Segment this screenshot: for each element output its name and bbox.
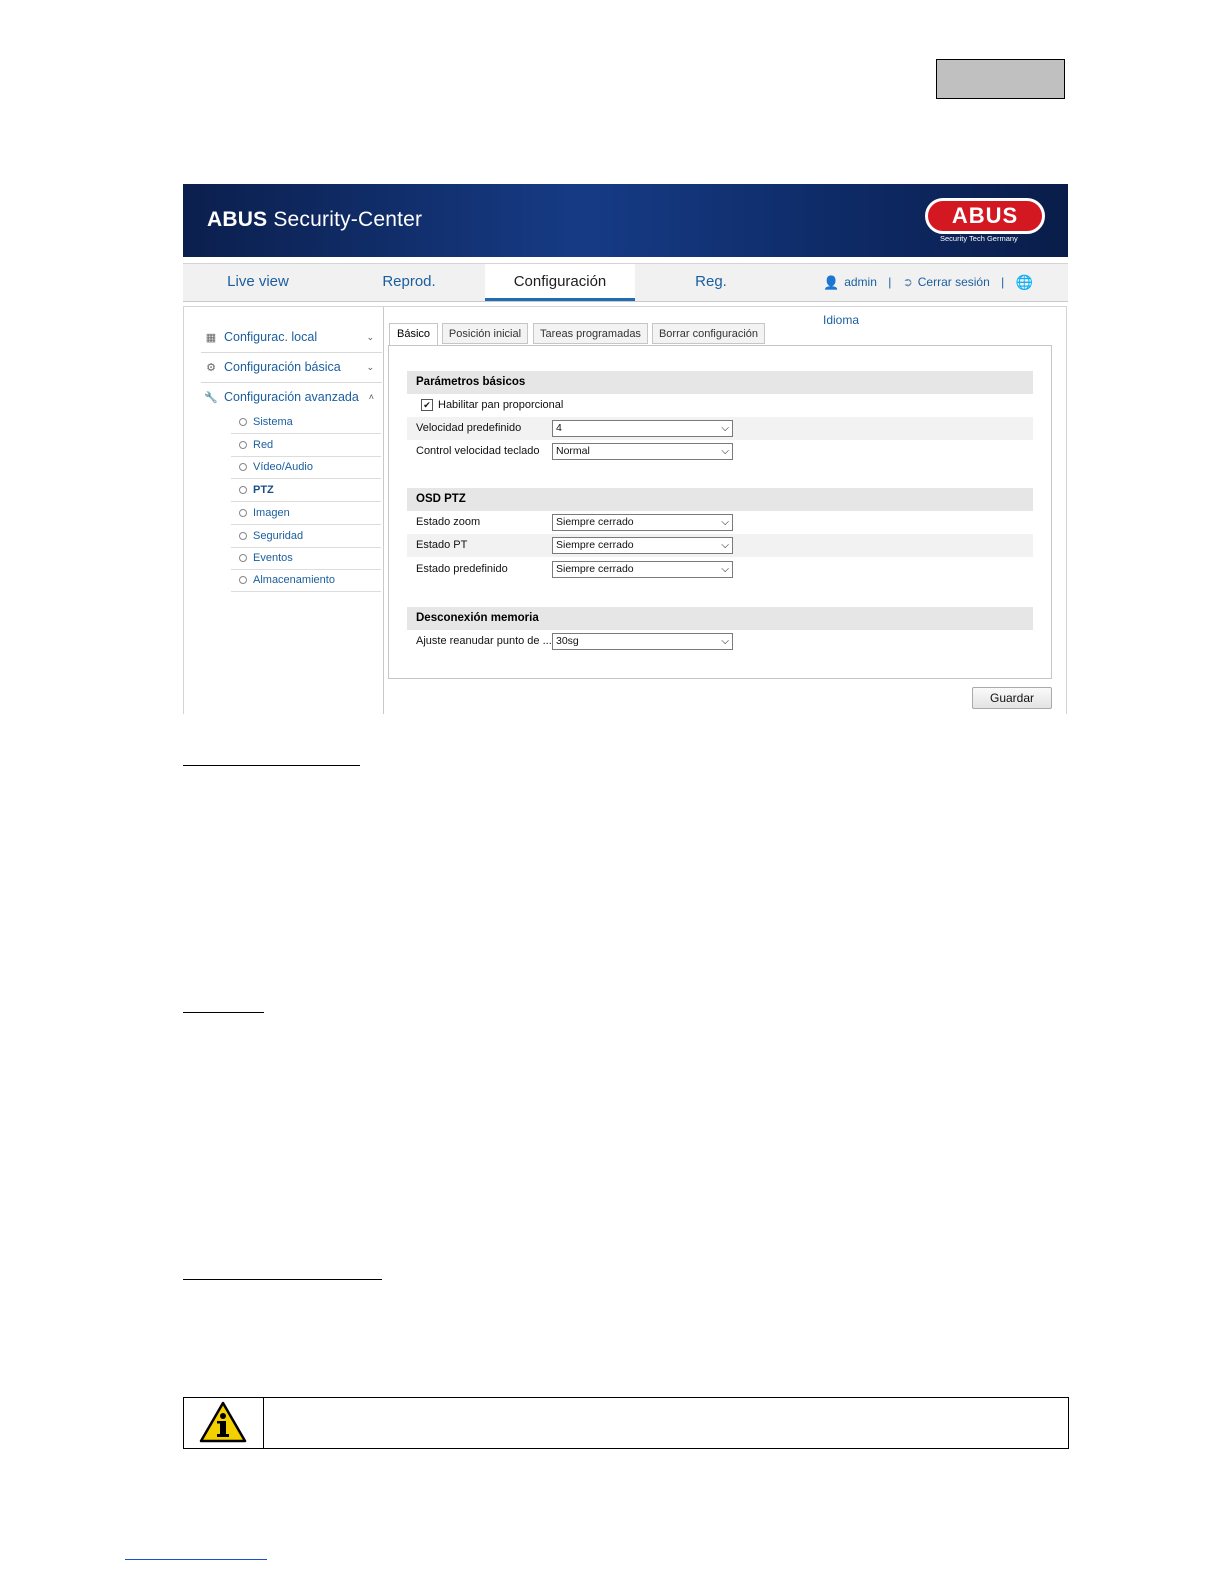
resume-point-row [407,630,1033,653]
chevron-down-icon: ⌵ [721,564,729,575]
bullet-icon [239,441,247,449]
heading-underline [183,1279,382,1280]
section-memory-off: Desconexión memoria [407,607,1033,630]
sidebar-item-network[interactable]: Red [231,434,381,457]
bullet-icon [239,532,247,540]
logout-link[interactable]: Cerrar sesión [917,275,990,290]
chevron-down-icon: ⌄ [366,362,374,372]
logout-icon: ➲ [902,275,913,290]
sidebar-item-ptz[interactable]: PTZ [231,479,381,502]
pt-status-label: Estado PT [416,539,468,551]
sidebar [184,307,384,714]
header-banner [183,184,1068,257]
keyboard-speed-row [407,440,1033,463]
section-osd-ptz: OSD PTZ [407,488,1033,511]
sidebar-item-label: Configurac. local [224,330,318,344]
language-link[interactable]: Idioma [823,312,860,327]
sidebar-item-security[interactable]: Seguridad [231,525,381,548]
tab-live-view[interactable]: Live view [227,273,289,290]
zoom-status-label: Estado zoom [416,516,481,528]
tab-basic[interactable]: Básico [389,323,438,346]
keyboard-speed-label: Control velocidad teclado [416,445,540,457]
bullet-icon [239,418,247,426]
separator: | [888,275,892,290]
sidebar-item-video-audio[interactable]: Vídeo/Audio [231,456,381,479]
security-center-screenshot [183,184,1068,714]
tab-home-position[interactable]: Posición inicial [442,323,528,344]
logo-tagline: Security Tech Germany [940,234,1018,243]
heading-underline [183,1012,264,1013]
page-corner-box [936,59,1065,99]
resume-point-label: Ajuste reanudar punto de ... [416,635,552,647]
preset-status-row [407,558,1033,581]
bullet-icon [239,486,247,494]
sidebar-item-local-config[interactable] [201,323,382,353]
bullet-icon [239,576,247,584]
tab-clear-config[interactable]: Borrar configuración [652,323,765,344]
content-area [183,306,1067,714]
preset-status-label: Estado predefinido [416,563,508,575]
heading-underline [183,765,360,766]
keyboard-speed-select[interactable]: Normal ⌵ [552,443,733,460]
sidebar-item-system[interactable]: Sistema [231,411,381,434]
preset-speed-row [407,417,1033,440]
chevron-down-icon: ⌵ [721,446,729,457]
separator: | [1001,275,1005,290]
sidebar-item-advanced-config[interactable] [201,383,382,412]
tab-log[interactable]: Reg. [695,273,727,290]
tab-configuration[interactable]: Configuración [485,264,635,301]
sidebar-item-label: Configuración básica [224,360,341,374]
zoom-status-row [407,511,1033,534]
pt-status-row [407,534,1033,557]
section-basic-parameters: Parámetros básicos [407,371,1033,394]
proportional-pan-row [407,394,1033,417]
tab-scheduled-tasks[interactable]: Tareas programadas [533,323,648,344]
proportional-pan-label: Habilitar pan proporcional [438,399,564,411]
settings-panel [388,345,1052,679]
preset-speed-select[interactable]: 4 ⌵ [552,420,733,437]
chevron-down-icon: ⌄ [366,332,374,342]
zoom-status-select[interactable]: Siempre cerrado ⌵ [552,514,733,531]
abus-logo: ABUS [925,198,1045,234]
chevron-up-icon: ˄ [368,392,374,402]
sidebar-item-basic-config[interactable] [201,353,382,383]
preset-status-select[interactable]: Siempre cerrado ⌵ [552,561,733,578]
tab-playback[interactable]: Reprod. [382,273,436,290]
sidebar-item-storage[interactable]: Almacenamiento [231,569,381,592]
wrench-icon: 🔧 [204,392,218,404]
sidebar-item-image[interactable]: Imagen [231,502,381,525]
bullet-icon [239,463,247,471]
chevron-down-icon: ⌵ [721,517,729,528]
info-note-box [183,1397,1069,1449]
chevron-down-icon: ⌵ [721,540,729,551]
chevron-down-icon: ⌵ [721,636,729,647]
user-icon: 👤 [823,275,840,291]
user-name-link[interactable]: admin [844,275,877,290]
gear-icon: ⚙ [206,362,216,374]
proportional-pan-checkbox[interactable]: ✔ [421,399,433,411]
chevron-down-icon: ⌵ [721,423,729,434]
info-divider [263,1398,264,1448]
resume-point-select[interactable]: 30sg ⌵ [552,633,733,650]
sidebar-item-label: Configuración avanzada [224,390,359,404]
app-title: ABUS Security-Center [207,208,423,231]
sidebar-item-events[interactable]: Eventos [231,547,381,570]
warning-info-icon [199,1401,247,1443]
preset-speed-label: Velocidad predefinido [416,422,522,434]
user-menu [823,264,1068,327]
footer-link-underline [125,1559,267,1560]
pt-status-select[interactable]: Siempre cerrado ⌵ [552,537,733,554]
monitor-icon: ▦ [205,332,217,344]
save-button[interactable]: Guardar [972,687,1052,709]
globe-icon: 🌐 [1015,274,1034,291]
bullet-icon [239,554,247,562]
bullet-icon [239,509,247,517]
main-nav [183,263,1068,327]
